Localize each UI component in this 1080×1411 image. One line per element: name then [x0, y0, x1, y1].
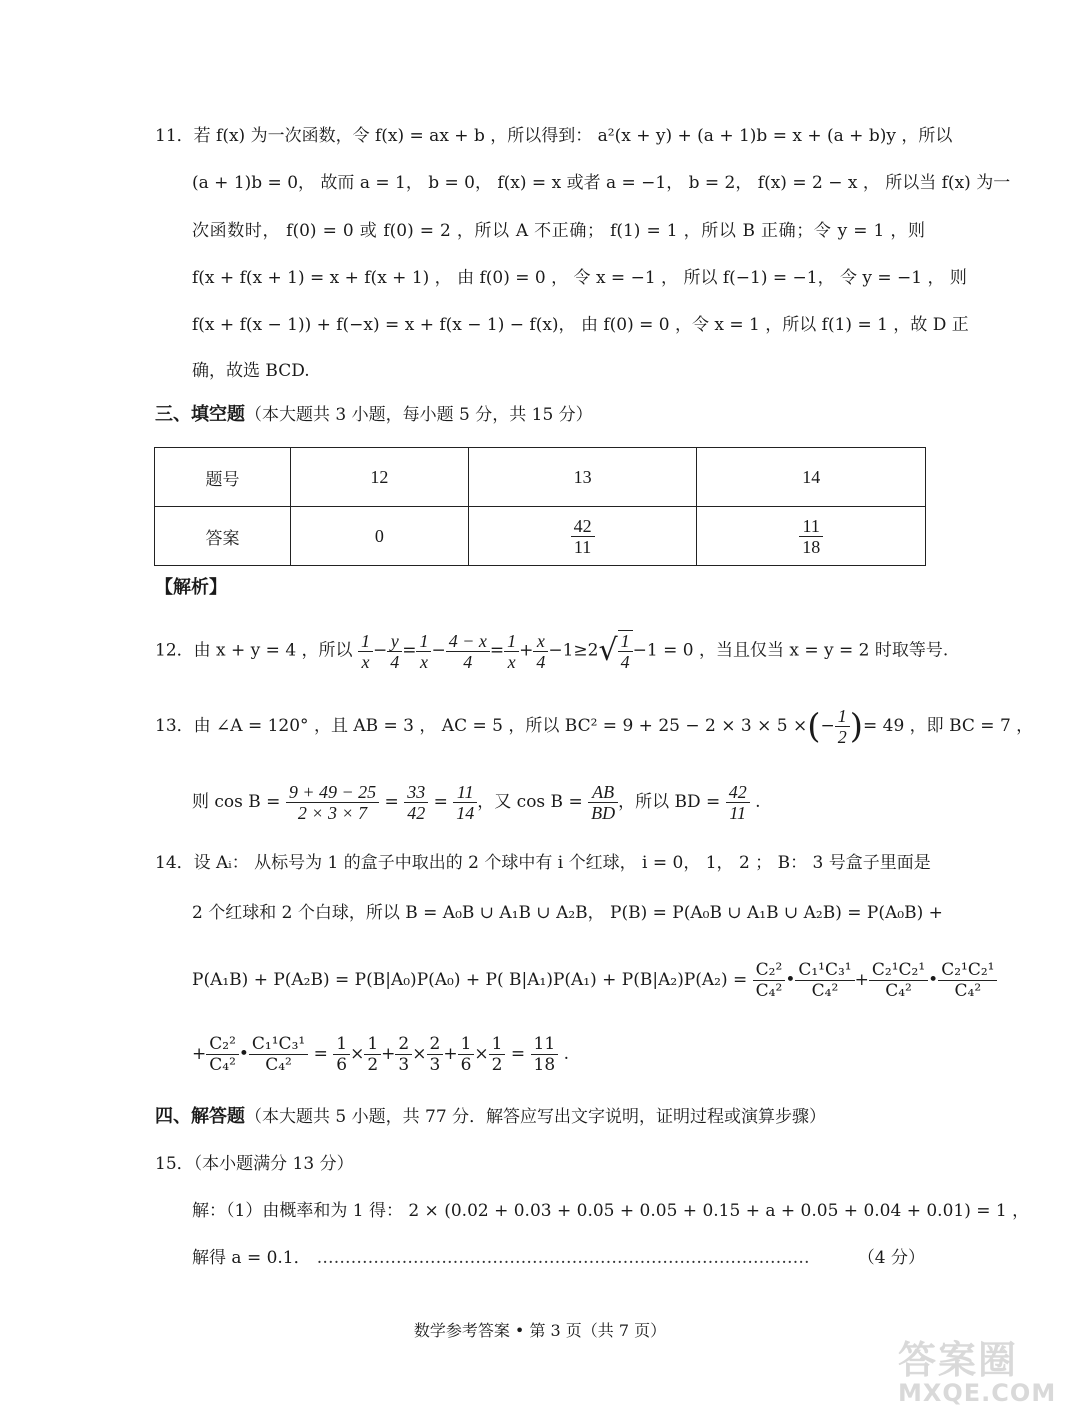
q11-line-5: f(x + f(x − 1)) + f(−x) = x + f(x − 1) − f(x)， 由 f(0) = 0 ，令 x = 1 ，所以 f(1) = 1 ，故 D 正: [192, 315, 969, 335]
fraction-denominator: 6: [336, 1055, 348, 1075]
q13-text-post: = 49 ，即 BC = 7 ，: [862, 716, 1034, 736]
q13-line-2: 则 cos B = $\frac{9 + 49 - 25}{2 \times 3 \times 7}$ = $\frac{33}{42}$ = $\frac{11}{14}$ ，又 cos B = $\frac{AB}{BD}$ ，所以 BD = $\frac{42}{11}$ .: [192, 782, 761, 823]
q11-line-3: 次函数时， f(0) = 0 或 f(0) = 2 ，所以 A 不正确； f(1) = 1 ，所以 B 正确；令 y = 1 ，则: [192, 221, 925, 241]
fraction-numerator: 1: [333, 1034, 350, 1055]
fraction: [799, 516, 823, 557]
fraction: [588, 782, 618, 823]
q14-text-pre: P(A₁B) + P(A₂B) = P(B|A₀)P(A₀) + P( B|A₁)P(A₁) + P(B|A₂)P(A₂) =: [192, 970, 748, 990]
q15-title: 15．（本小题满分 13 分）: [155, 1154, 354, 1174]
fraction-numerator: 1: [364, 1034, 381, 1055]
fraction-numerator: 4 − x: [446, 631, 490, 652]
q15-line-1: 解：（1）由概率和为 1 得： 2 × (0.02 + 0.03 + 0.05 + 0.05 + 0.15 + a + 0.05 + 0.04 + 0.01) = 1 ，: [192, 1201, 1030, 1221]
fraction: [618, 630, 633, 672]
fraction: [387, 631, 402, 672]
q12-text-post: −1 = 0 ，当且仅当 x = y = 2 时取等号.: [632, 640, 949, 661]
q14-line-4: + $\frac{\text{C₂²}}{\text{C₄²}}$ • $\frac{\text{C₁¹C₃¹}}{\text{C₄²}}$ = $\frac{1}{6}$ × $\frac{1}{2}$ + $\frac{2}{3}$ × $\frac{2}{3}$ + $\frac{1}{6}$ × $\frac{1}{2}$ = $\frac{11}{18}$ .: [192, 1034, 569, 1075]
fraction-denominator: 2: [837, 727, 847, 747]
fraction-numerator: 11: [453, 782, 477, 803]
fraction: [726, 782, 750, 823]
fraction-numerator: C₂¹C₂¹: [938, 960, 997, 981]
fraction: [835, 706, 850, 747]
fraction: [869, 960, 928, 1001]
q12-text-mid: −1≥2: [548, 640, 599, 661]
watermark-logo: [898, 1340, 1068, 1406]
section-4-heading: [155, 1104, 826, 1130]
q13-line-1: 13．由 ∠A = 120° ，且 AB = 3 ， AC = 5 ，所以 BC² = 9 + 25 − 2 × 3 × 5 ×(− $\frac{1}{2}$ )= 49 ，即 BC = 7 ，: [155, 706, 1034, 747]
fraction-denominator: 4: [463, 651, 473, 672]
table-row: [155, 507, 926, 566]
table-cell-a14: [697, 507, 926, 566]
table-row: [155, 448, 926, 507]
fraction-denominator: C₄²: [755, 981, 783, 1001]
fraction: [404, 782, 428, 823]
q11-line-2: (a + 1)b = 0， 故而 a = 1， b = 0， f(x) = x 或者 a = −1， b = 2， f(x) = 2 − x ， 所以当 f(x) 为一: [192, 173, 1011, 193]
fraction-numerator: y: [387, 631, 402, 652]
fraction: [795, 960, 854, 1001]
fraction-numerator: C₁¹C₃¹: [795, 960, 854, 981]
q14-line-1: 14．设 Aᵢ： 从标号为 1 的盒子中取出的 2 个球中有 i 个红球， i = 0， 1， 2 ； B： 3 号盒子里面是: [155, 853, 931, 873]
answer-table: [154, 447, 926, 566]
fraction-denominator: 3: [429, 1055, 441, 1075]
watermark-bottom: MXQE.COM: [898, 1379, 1057, 1407]
fraction: [446, 631, 490, 672]
fraction-denominator: 42: [407, 803, 426, 823]
fraction-numerator: 11: [531, 1034, 559, 1055]
table-cell-q13: 13: [468, 448, 697, 507]
sqrt-sign: √: [598, 633, 618, 668]
fraction-numerator: 1: [504, 631, 519, 652]
fraction: [206, 1034, 239, 1075]
section-3-heading: [155, 402, 593, 428]
fraction-denominator: 11: [573, 536, 592, 557]
table-cell-q14: 14: [697, 448, 926, 507]
fraction: [427, 1034, 444, 1075]
section-3-title: 三、填空题: [155, 404, 245, 425]
table-header-label: 题号: [155, 448, 291, 507]
table-cell-a13: [468, 507, 697, 566]
q14-line-2: 2 个红球和 2 个白球，所以 B = A₀B ∪ A₁B ∪ A₂B， P(B) = P(A₀B ∪ A₁B ∪ A₂B) = P(A₀B) +: [192, 903, 943, 923]
fraction-numerator: 42: [726, 782, 750, 803]
fraction-denominator: 18: [533, 1055, 556, 1075]
fraction-numerator: 42: [571, 516, 595, 537]
fraction-denominator: 4: [620, 652, 630, 672]
q11-line-4: f(x + f(x + 1) = x + f(x + 1) ， 由 f(0) = 0 ， 令 x = −1 ， 所以 f(−1) = −1， 令 y = −1 ， 则: [192, 268, 967, 288]
fraction: [333, 1034, 350, 1075]
q13-text-mid: ，又 cos B =: [477, 792, 583, 812]
paren-open: (: [807, 706, 821, 747]
fraction-denominator: 14: [456, 803, 475, 823]
fraction-numerator: AB: [588, 782, 618, 803]
fraction: [358, 631, 373, 672]
q15-score: （4 分）: [857, 1248, 925, 1268]
fraction: [753, 960, 786, 1001]
fraction-denominator: 4: [390, 651, 400, 672]
fraction-numerator: 1: [416, 631, 431, 652]
q12-line: 12．由 x + y = 4 ，所以 $\frac{1}{x}$ − $\frac{y}{4}$ = $\frac{1}{x}$ − $\frac{4 - x}{4}$ = $\frac{1}{x}$ + $\frac{x}{4}$ −1≥2√ $\frac{1}{4}$ −1 = 0 ，当且仅当 x = y = 2 时取等号.: [155, 630, 949, 672]
section-3-subtitle: （本大题共 3 小题，每小题 5 分，共 15 分）: [245, 405, 593, 425]
fraction-numerator: 2: [427, 1034, 444, 1055]
q11-line-1: 11．若 f(x) 为一次函数，令 f(x) = ax + b ，所以得到： a²(x + y) + (a + 1)b = x + (a + b)y ，所以: [155, 126, 953, 146]
fraction-denominator: 6: [460, 1055, 472, 1075]
table-answer-label: 答案: [155, 507, 291, 566]
fraction-denominator: x: [361, 651, 370, 672]
leader-dots: ……………………………………………………………………………: [316, 1248, 810, 1268]
section-4-subtitle: （本大题共 5 小题，共 77 分．解答应写出文字说明，证明过程或演算步骤）: [245, 1107, 827, 1127]
fraction-denominator: BD: [591, 803, 616, 823]
fraction: [416, 631, 431, 672]
fraction: [395, 1034, 412, 1075]
fraction-numerator: 9 + 49 − 25: [286, 782, 379, 803]
fraction: [364, 1034, 381, 1075]
fraction-denominator: C₄²: [954, 981, 982, 1001]
q15-text: 解得 a = 0.1．: [192, 1248, 311, 1268]
fraction-denominator: C₄²: [811, 981, 839, 1001]
fraction: [489, 1034, 506, 1075]
fraction-denominator: 11: [729, 803, 747, 823]
fraction-denominator: C₄²: [265, 1055, 292, 1075]
q14-line-3: P(A₁B) + P(A₂B) = P(B|A₀)P(A₀) + P( B|A₁)P(A₁) + P(B|A₂)P(A₂) = $\frac{\text{C₂²}}{\text{C₄²}}$ • $\frac{\text{C₁¹C₃¹}}{\text{C₄²}}$ + $\frac{\text{C₂¹C₂¹}}{\text{C₄²}}$ • $\frac{\text{C₂¹C₂¹}}{\text{C₄²}}$: [192, 952, 925, 1008]
fraction: [504, 631, 519, 672]
q11-line-6: 确，故选 BCD.: [192, 361, 310, 381]
fraction: [453, 782, 477, 823]
fraction-denominator: 18: [802, 536, 821, 557]
fraction-denominator: C₄²: [209, 1055, 236, 1075]
fraction: [249, 1034, 308, 1075]
fraction-denominator: x: [507, 651, 516, 672]
fraction-denominator: x: [419, 651, 428, 672]
fraction-numerator: 1: [835, 706, 850, 727]
fraction-denominator: 4: [536, 651, 546, 672]
fraction-numerator: 1: [618, 631, 633, 652]
fraction-numerator: x: [533, 631, 548, 652]
paren-close: ): [849, 706, 863, 747]
fraction-numerator: 1: [358, 631, 373, 652]
fraction-denominator: 3: [398, 1055, 410, 1075]
page-footer: 数学参考答案 • 第 3 页（共 7 页）: [413, 1321, 667, 1340]
fraction-numerator: 1: [458, 1034, 475, 1055]
fraction: [571, 516, 595, 557]
q15-line-2: [192, 1245, 925, 1271]
fraction-denominator: C₄²: [885, 981, 912, 1001]
q12-text-pre: 12．由 x + y = 4 ，所以: [155, 640, 353, 661]
analysis-label: 【解析】: [155, 577, 227, 598]
fraction-denominator: 2: [367, 1055, 379, 1075]
fraction-numerator: 1: [489, 1034, 506, 1055]
table-cell-a12: 0: [291, 507, 469, 566]
q13-text-mid2: ，所以 BD =: [618, 792, 721, 812]
fraction-numerator: 11: [799, 516, 823, 537]
fraction-denominator: 2 × 3 × 7: [297, 803, 368, 823]
fraction-numerator: C₂²: [753, 960, 786, 981]
table-cell-q12: 12: [291, 448, 469, 507]
fraction: [938, 960, 997, 1001]
fraction: [286, 782, 379, 823]
fraction-numerator: C₁¹C₃¹: [249, 1034, 308, 1055]
q13-text-pre: 13．由 ∠A = 120° ，且 AB = 3 ， AC = 5 ，所以 BC² = 9 + 25 − 2 × 3 × 5 ×: [155, 716, 808, 736]
fraction-denominator: 2: [491, 1055, 503, 1075]
fraction: [533, 631, 548, 672]
fraction: [531, 1034, 559, 1075]
section-4-title: 四、解答题: [155, 1106, 245, 1127]
fraction: [458, 1034, 475, 1075]
fraction-numerator: C₂¹C₂¹: [869, 960, 928, 981]
fraction-numerator: 33: [404, 782, 428, 803]
watermark-top: 答案圈: [898, 1338, 1019, 1382]
fraction-numerator: 2: [395, 1034, 412, 1055]
q13-text-pre-2: 则 cos B =: [192, 792, 281, 812]
fraction-numerator: C₂²: [206, 1034, 239, 1055]
